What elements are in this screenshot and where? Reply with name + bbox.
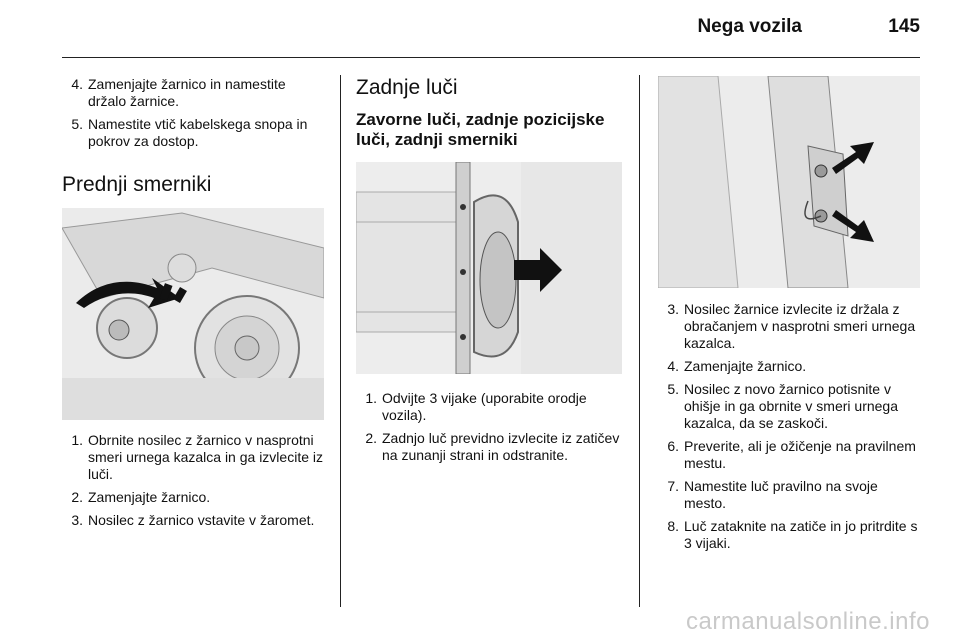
- figure-rear-bulb-holders: [658, 76, 920, 288]
- steps-list: [356, 390, 626, 464]
- step-text: Zamenjajte žarnico in namestite držalo žarnice.: [88, 76, 286, 109]
- steps-list: [62, 432, 326, 529]
- step-number: 8.: [667, 518, 679, 534]
- subsection-title: Zavorne luči, zadnje pozicijske luči, zadnji smerniki: [356, 110, 605, 149]
- step-text: Zamenjajte žarnico.: [684, 358, 807, 374]
- list-item: [658, 358, 922, 375]
- step-number: 4.: [71, 76, 83, 92]
- step-number: 5.: [71, 116, 83, 132]
- column-middle: [356, 76, 626, 150]
- steps-list: [658, 301, 922, 552]
- figure-rear-light-screws: [356, 162, 622, 374]
- column-left: [62, 76, 326, 197]
- list-item: [658, 301, 922, 352]
- step-text: Preverite, ali je ožičenje na pravilnem mestu.: [684, 438, 916, 471]
- step-number: 2.: [71, 489, 83, 505]
- step-number: 7.: [667, 478, 679, 494]
- running-header-title: Nega vozila: [697, 16, 802, 37]
- step-text: Namestite luč pravilno na svoje mesto.: [684, 478, 878, 511]
- step-number: 2.: [365, 430, 377, 446]
- list-item: [658, 438, 922, 472]
- list-item: [356, 390, 626, 424]
- step-number: 1.: [71, 432, 83, 448]
- list-item: [356, 430, 626, 464]
- column-right: [658, 301, 922, 558]
- step-number: 1.: [365, 390, 377, 406]
- list-item: [62, 116, 326, 150]
- section-title: Prednji smerniki: [62, 173, 212, 196]
- step-number: 5.: [667, 381, 679, 397]
- column-left-lower: [62, 432, 326, 535]
- list-item: [62, 512, 326, 529]
- step-text: Nosilec z žarnico vstavite v žaromet.: [88, 512, 315, 528]
- section-title: Zadnje luči: [356, 76, 458, 99]
- step-text: Obrnite nosilec z žarnico v nasprotni smeri urnega kazalca in ga izvlecite iz luči.: [88, 432, 323, 482]
- list-item: [658, 518, 922, 552]
- column-divider: [340, 75, 341, 607]
- list-item: [658, 381, 922, 432]
- step-number: 3.: [667, 301, 679, 317]
- column-middle-lower: [356, 390, 626, 470]
- step-text: Zadnjo luč previdno izvlecite iz zatičev na zunanji strani in odstranite.: [382, 430, 620, 463]
- steps-list: [62, 76, 326, 150]
- list-item: [62, 432, 326, 483]
- list-item: [62, 489, 326, 506]
- step-number: 4.: [667, 358, 679, 374]
- step-text: Zamenjajte žarnico.: [88, 489, 211, 505]
- watermark: carmanualsonline.info: [686, 608, 930, 635]
- page-number: 145: [888, 16, 920, 37]
- step-number: 6.: [667, 438, 679, 454]
- step-text: Odvijte 3 vijake (uporabite orodje vozila).: [382, 390, 587, 423]
- list-item: [658, 478, 922, 512]
- step-text: Nosilec žarnice izvlecite iz držala z obračanjem v nasprotni smeri urnega kazalca.: [684, 301, 916, 351]
- list-item: [62, 76, 326, 110]
- step-number: 3.: [71, 512, 83, 528]
- column-divider: [639, 75, 640, 607]
- step-text: Namestite vtič kabelskega snopa in pokrov za dostop.: [88, 116, 308, 149]
- step-text: Nosilec z novo žarnico potisnite v ohišje in ga obrnite v smeri urnega kazalca, da se zaskoči.: [684, 381, 899, 431]
- figure-front-indicator: [62, 208, 324, 420]
- header-rule: [62, 57, 920, 58]
- step-text: Luč zataknite na zatiče in jo pritrdite s 3 vijaki.: [684, 518, 918, 551]
